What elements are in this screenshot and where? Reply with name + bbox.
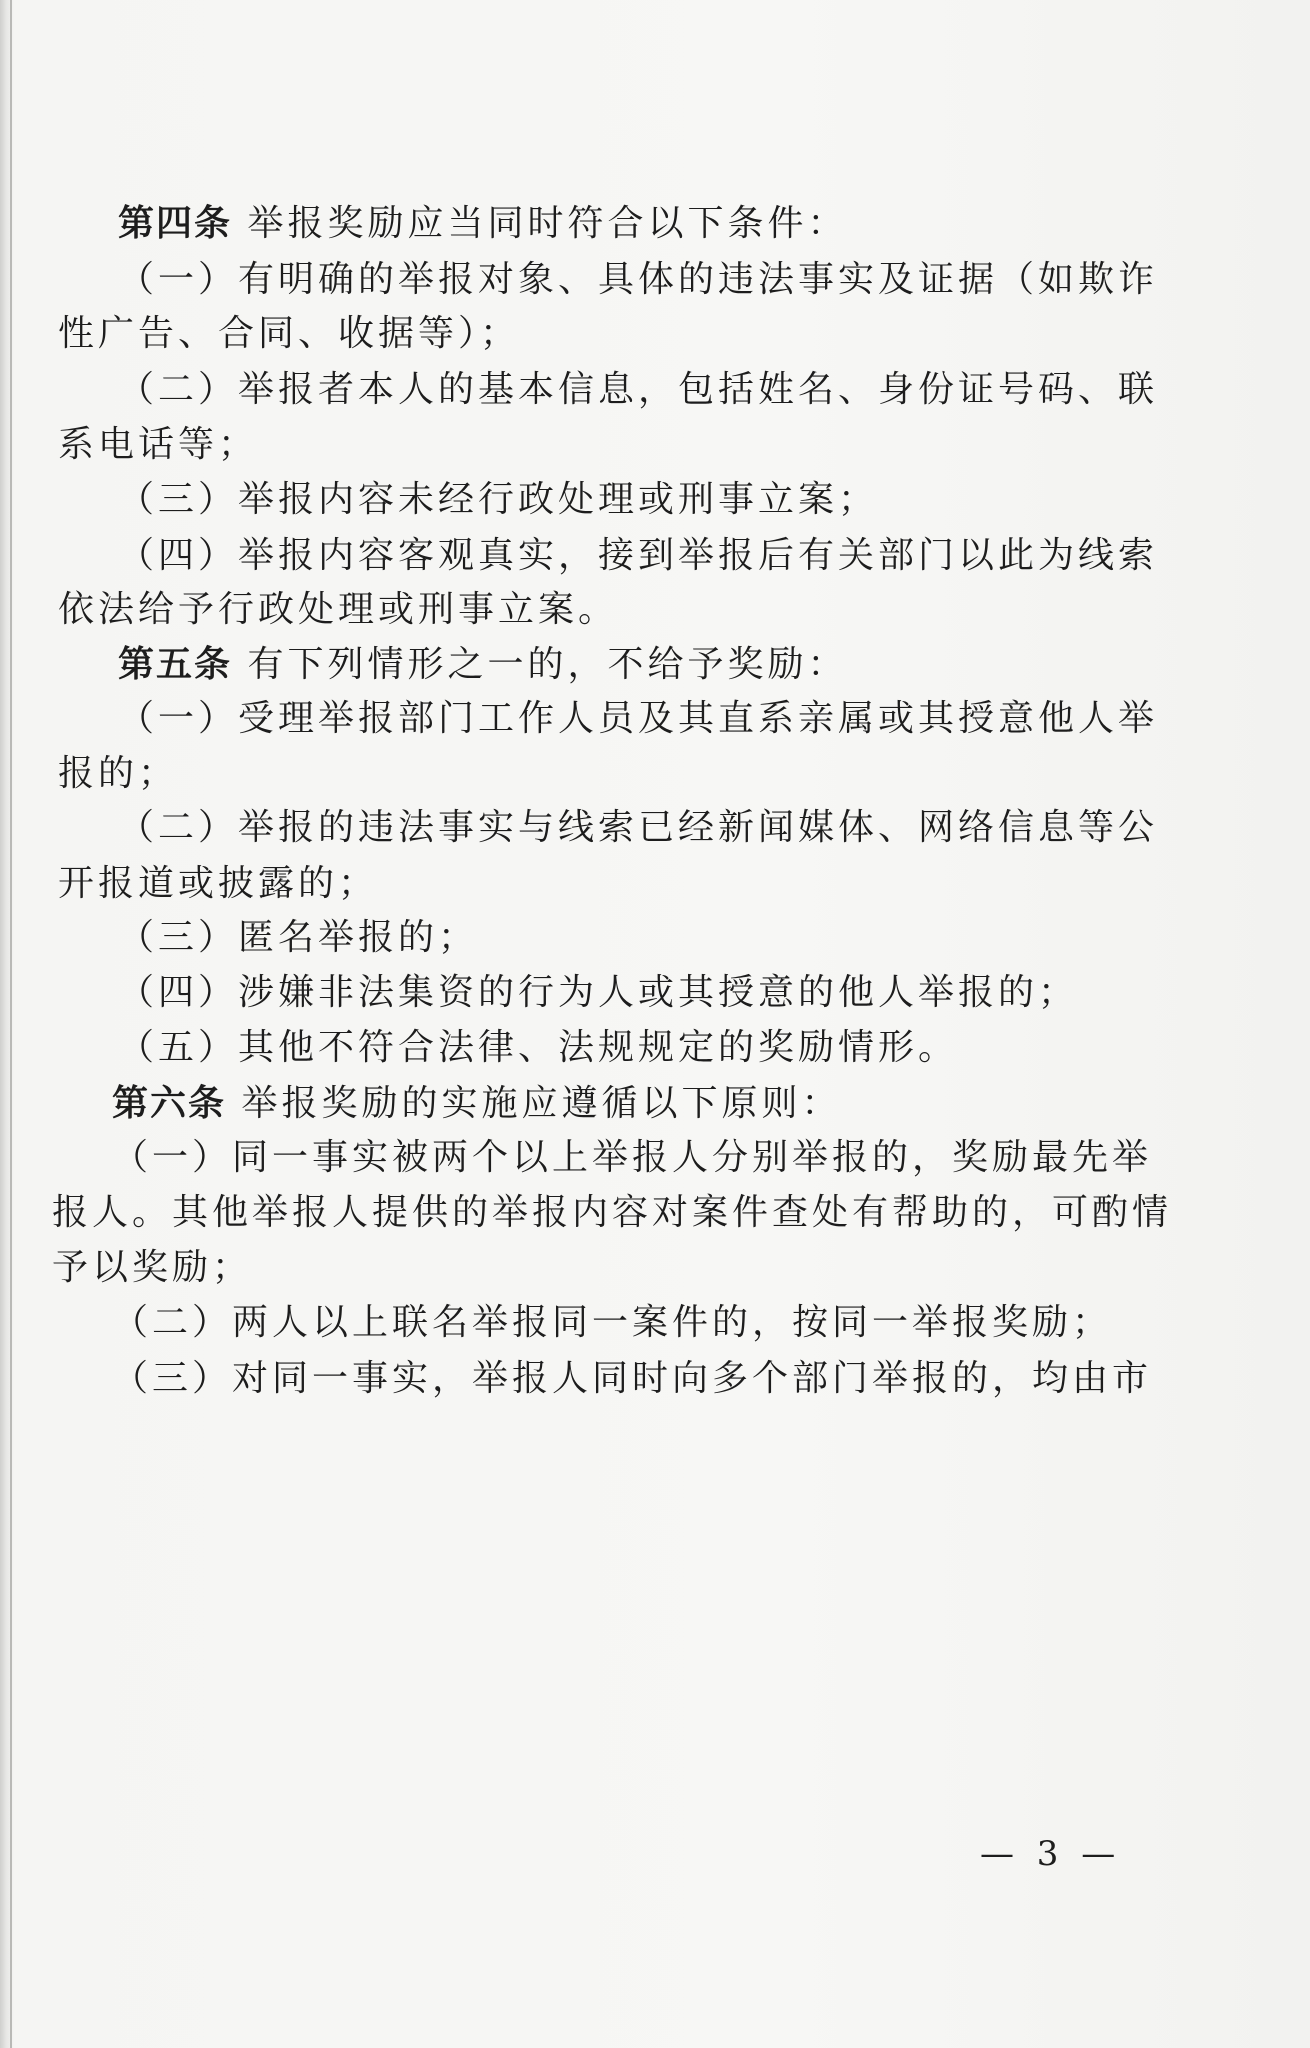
article-5-item-4: （四）涉嫌非法集资的行为人或其授意的他人举报的； [118, 972, 1079, 1013]
article-5-item-1-line-1: （一）受理举报部门工作人员及其直系亲属或其授意他人举 [118, 698, 1159, 739]
article-4-item-2-line-2: 系电话等； [58, 424, 259, 465]
article-5-item-5: （五）其他不符合法律、法规规定的奖励情形。 [118, 1027, 959, 1068]
article-4-intro: 举报奖励应当同时符合以下条件： [247, 203, 848, 244]
article-5-item-2-line-2: 开报道或披露的； [58, 863, 379, 904]
article-5-item-1-line-2: 报的； [58, 753, 179, 794]
article-4-item-4-line-1: （四）举报内容客观真实，接到举报后有关部门以此为线索 [118, 535, 1159, 576]
article-6-item-2: （二）两人以上联名举报同一案件的，按同一举报奖励； [112, 1302, 1113, 1343]
article-4-item-2-line-1: （二）举报者本人的基本信息，包括姓名、身份证号码、联 [118, 369, 1159, 410]
article-5-item-2-line-1: （二）举报的违法事实与线索已经新闻媒体、网络信息等公 [118, 807, 1159, 848]
article-5-heading-line [118, 643, 848, 685]
page-number: — 3 — [980, 1834, 1122, 1874]
article-4-heading-line [118, 202, 848, 244]
article-6-item-3-line-1: （三）对同一事实，举报人同时向多个部门举报的，均由市 [112, 1358, 1153, 1399]
article-6-item-1-line-2: 报人。其他举报人提供的举报内容对案件查处有帮助的，可酌情 [52, 1192, 1173, 1233]
article-4-item-3: （三）举报内容未经行政处理或刑事立案； [118, 479, 879, 520]
article-4-head: 第四条 [118, 202, 233, 244]
article-6-head: 第六条 [112, 1082, 227, 1124]
article-5-intro: 有下列情形之一的，不给予奖励： [247, 644, 848, 685]
article-4-item-1-line-2: 性广告、合同、收据等）； [58, 313, 521, 354]
article-4-item-4-line-2: 依法给予行政处理或刑事立案。 [58, 589, 619, 630]
article-5-head: 第五条 [118, 643, 233, 685]
article-6-item-1-line-1: （一）同一事实被两个以上举报人分别举报的，奖励最先举 [112, 1137, 1153, 1178]
article-6-item-1-line-3: 予以奖励； [52, 1247, 253, 1288]
article-6-intro: 举报奖励的实施应遵循以下原则： [241, 1083, 842, 1124]
article-4-item-1-line-1: （一）有明确的举报对象、具体的违法事实及证据（如欺诈 [118, 259, 1159, 300]
binding-edge [10, 0, 12, 2048]
article-6-heading-line [112, 1082, 842, 1124]
article-5-item-3: （三）匿名举报的； [118, 917, 479, 958]
